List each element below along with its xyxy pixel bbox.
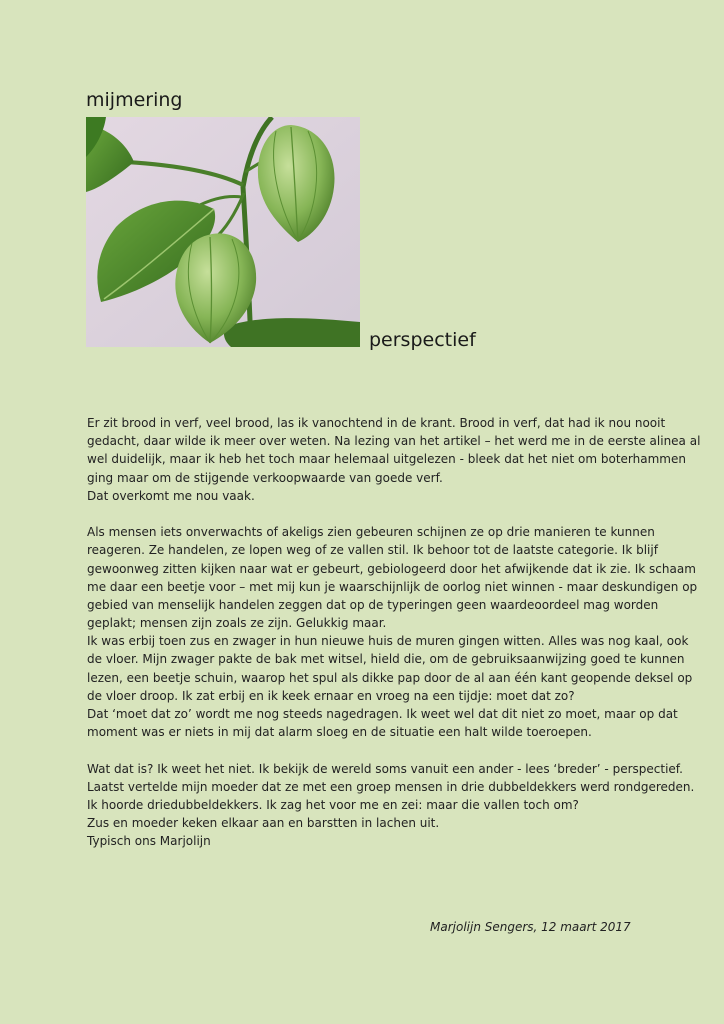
text-line: de vloer. Mijn zwager pakte de bak met witsel, hield die, om de gebruiksaanwijzing goed te kunnen <box>87 652 685 667</box>
article-title: perspectief <box>369 329 476 351</box>
paragraph-2 <box>87 523 698 741</box>
text-line: gewoonweg zitten kijken naar wat er gebeurt, gebiologeerd door het afwijkende dat ik zie. Ik schaam <box>87 561 696 576</box>
text-line: Ik hoorde driedubbeldekkers. Ik zag het voor me en zei: maar die vallen toch om? <box>87 797 579 812</box>
text-line: Laatst vertelde mijn moeder dat ze met een groep mensen in drie dubbeldekkers werd rondgereden. <box>87 779 695 794</box>
text-line: Als mensen iets onverwachts of akeligs zien gebeuren schijnen ze op drie manieren te kunnen <box>87 525 655 540</box>
text-line: lezen, een beetje schuin, waarop het spul als dikke pap door de al aan één kant geopende deksel op <box>87 670 693 685</box>
paragraph-3 <box>87 760 695 851</box>
text-line: ging maar om de stijgende verkoopwaarde van goede verf. <box>87 470 443 485</box>
page-heading: mijmering <box>86 89 183 111</box>
text-line: Dat overkomt me nou vaak. <box>87 488 255 503</box>
paragraph-1 <box>87 414 701 505</box>
text-line: Zus en moeder keken elkaar aan en barstten in lachen uit. <box>87 816 440 831</box>
text-line: reageren. Ze handelen, ze lopen weg of ze vallen stil. Ik behoor tot de laatste categorie. Ik blijf <box>87 543 658 558</box>
text-line: moment was er niets in mij dat alarm sloeg en de situatie een halt wilde toeroepen. <box>87 725 592 740</box>
text-line: Dat ‘moet dat zo’ wordt me nog steeds nagedragen. Ik weet wel dat dit niet zo moet, maar op dat <box>87 707 678 721</box>
author-signature: Marjolijn Sengers, 12 maart 2017 <box>430 920 631 934</box>
text-line: geplakt; mensen zijn zoals ze zijn. Gelukkig maar. <box>87 616 387 631</box>
text-line: gebied van menselijk handelen zeggen dat op de typeringen geen waardeoordeel mag worden <box>87 597 659 612</box>
text-line: Ik was erbij toen zus en zwager in hun nieuwe huis de muren gingen witten. Alles was nog kaal, ook <box>87 634 689 649</box>
text-line: wel duidelijk, maar ik heb het toch maar helemaal uitgelezen - bleek dat het niet om boterhammen <box>87 452 686 467</box>
text-line: Wat dat is? Ik weet het niet. Ik bekijk de wereld soms vanuit een ander - lees ‘breder’ - perspectief. <box>87 761 683 776</box>
text-line: me daar een beetje voor – met mij kun je waarschijnlijk de oorlog niet winnen - maar deskundigen op <box>87 579 698 594</box>
text-line: gedacht, daar wilde ik meer over weten. Na lezing van het artikel – het werd me in de eerste alinea al <box>87 434 701 449</box>
text-line: Typisch ons Marjolijn <box>87 834 211 849</box>
physalis-plant-photo <box>86 117 360 347</box>
text-line: Er zit brood in verf, veel brood, las ik vanochtend in de krant. Brood in verf, dat had ik nou nooit <box>87 416 666 430</box>
article-body <box>87 414 701 851</box>
text-line: de vloer droop. Ik zat erbij en ik keek ernaar en vroeg na een tijdje: moet dat zo? <box>87 688 575 703</box>
